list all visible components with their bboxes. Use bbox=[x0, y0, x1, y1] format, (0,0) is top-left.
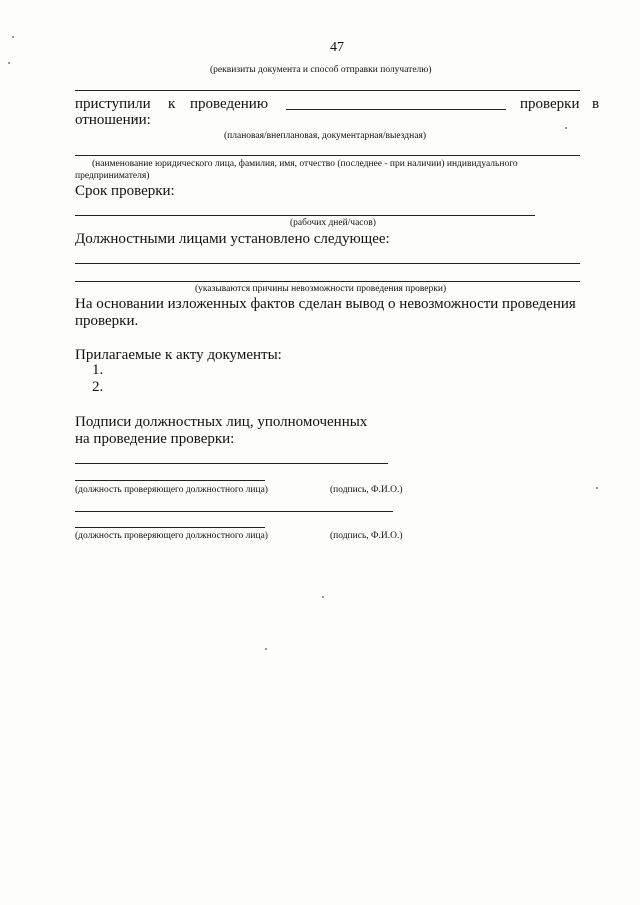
inspection-type-caption: (плановая/внеплановая, документарная/выездная) bbox=[224, 131, 426, 141]
conclusion-line2: проверки. bbox=[75, 313, 139, 329]
entity-caption-line1: (наименование юридического лица, фамилия, имя, отчество (последнее - при наличии) индивидуального bbox=[92, 159, 518, 169]
inspection-type-field[interactable] bbox=[286, 109, 506, 110]
row1-word-1: приступили bbox=[75, 96, 151, 112]
header-line bbox=[75, 90, 580, 91]
row1-word-3: проведению bbox=[190, 96, 269, 112]
conclusion-line1: На основании изложенных фактов сделан вывод о невозможности проведения bbox=[75, 296, 576, 312]
scan-speck bbox=[596, 487, 598, 489]
period-caption: (рабочих дней/часов) bbox=[290, 218, 376, 228]
attachments-label: Прилагаемые к акту документы: bbox=[75, 347, 282, 363]
signatures-field[interactable] bbox=[75, 463, 388, 464]
row1-continuation: отношении: bbox=[75, 112, 151, 128]
scan-speck bbox=[12, 36, 14, 38]
page-number: 47 bbox=[330, 40, 344, 55]
header-caption: (реквизиты документа и способ отправки получателю) bbox=[210, 65, 432, 75]
scan-speck bbox=[322, 596, 324, 598]
entity-caption-line2: предпринимателя) bbox=[75, 171, 150, 181]
reasons-caption: (указываются причины невозможности проведения проверки) bbox=[195, 284, 447, 294]
signer-2-sign-caption: (подпись, Ф.И.О.) bbox=[330, 531, 403, 541]
attachment-item-1: 1. bbox=[92, 362, 104, 378]
signer-1-sign-caption: (подпись, Ф.И.О.) bbox=[330, 485, 403, 495]
signer-1-sign-field[interactable] bbox=[75, 511, 393, 512]
scan-speck bbox=[565, 127, 567, 129]
period-field[interactable] bbox=[75, 215, 535, 216]
row1-word-4: проверки bbox=[520, 96, 580, 112]
signer-2-position-caption: (должность проверяющего должностного лица) bbox=[75, 531, 268, 541]
findings-field-line-2[interactable] bbox=[75, 281, 580, 282]
signer-1-position-caption: (должность проверяющего должностного лица) bbox=[75, 485, 268, 495]
findings-label: Должностными лицами установлено следующее: bbox=[75, 231, 390, 247]
scan-speck bbox=[8, 62, 10, 64]
signer-2-position-field[interactable] bbox=[75, 527, 265, 528]
period-label: Срок проверки: bbox=[75, 183, 175, 199]
attachment-item-2: 2. bbox=[92, 379, 104, 395]
signer-1-position-field[interactable] bbox=[75, 480, 265, 481]
entity-field[interactable] bbox=[75, 155, 580, 156]
signatures-label-line2: на проведение проверки: bbox=[75, 431, 235, 447]
row1-word-2: к bbox=[168, 96, 176, 112]
signatures-label-line1: Подписи должностных лиц, уполномоченных bbox=[75, 414, 368, 430]
scan-speck bbox=[265, 648, 267, 650]
findings-field-line-1[interactable] bbox=[75, 263, 580, 264]
row1-word-5: в bbox=[592, 96, 600, 112]
